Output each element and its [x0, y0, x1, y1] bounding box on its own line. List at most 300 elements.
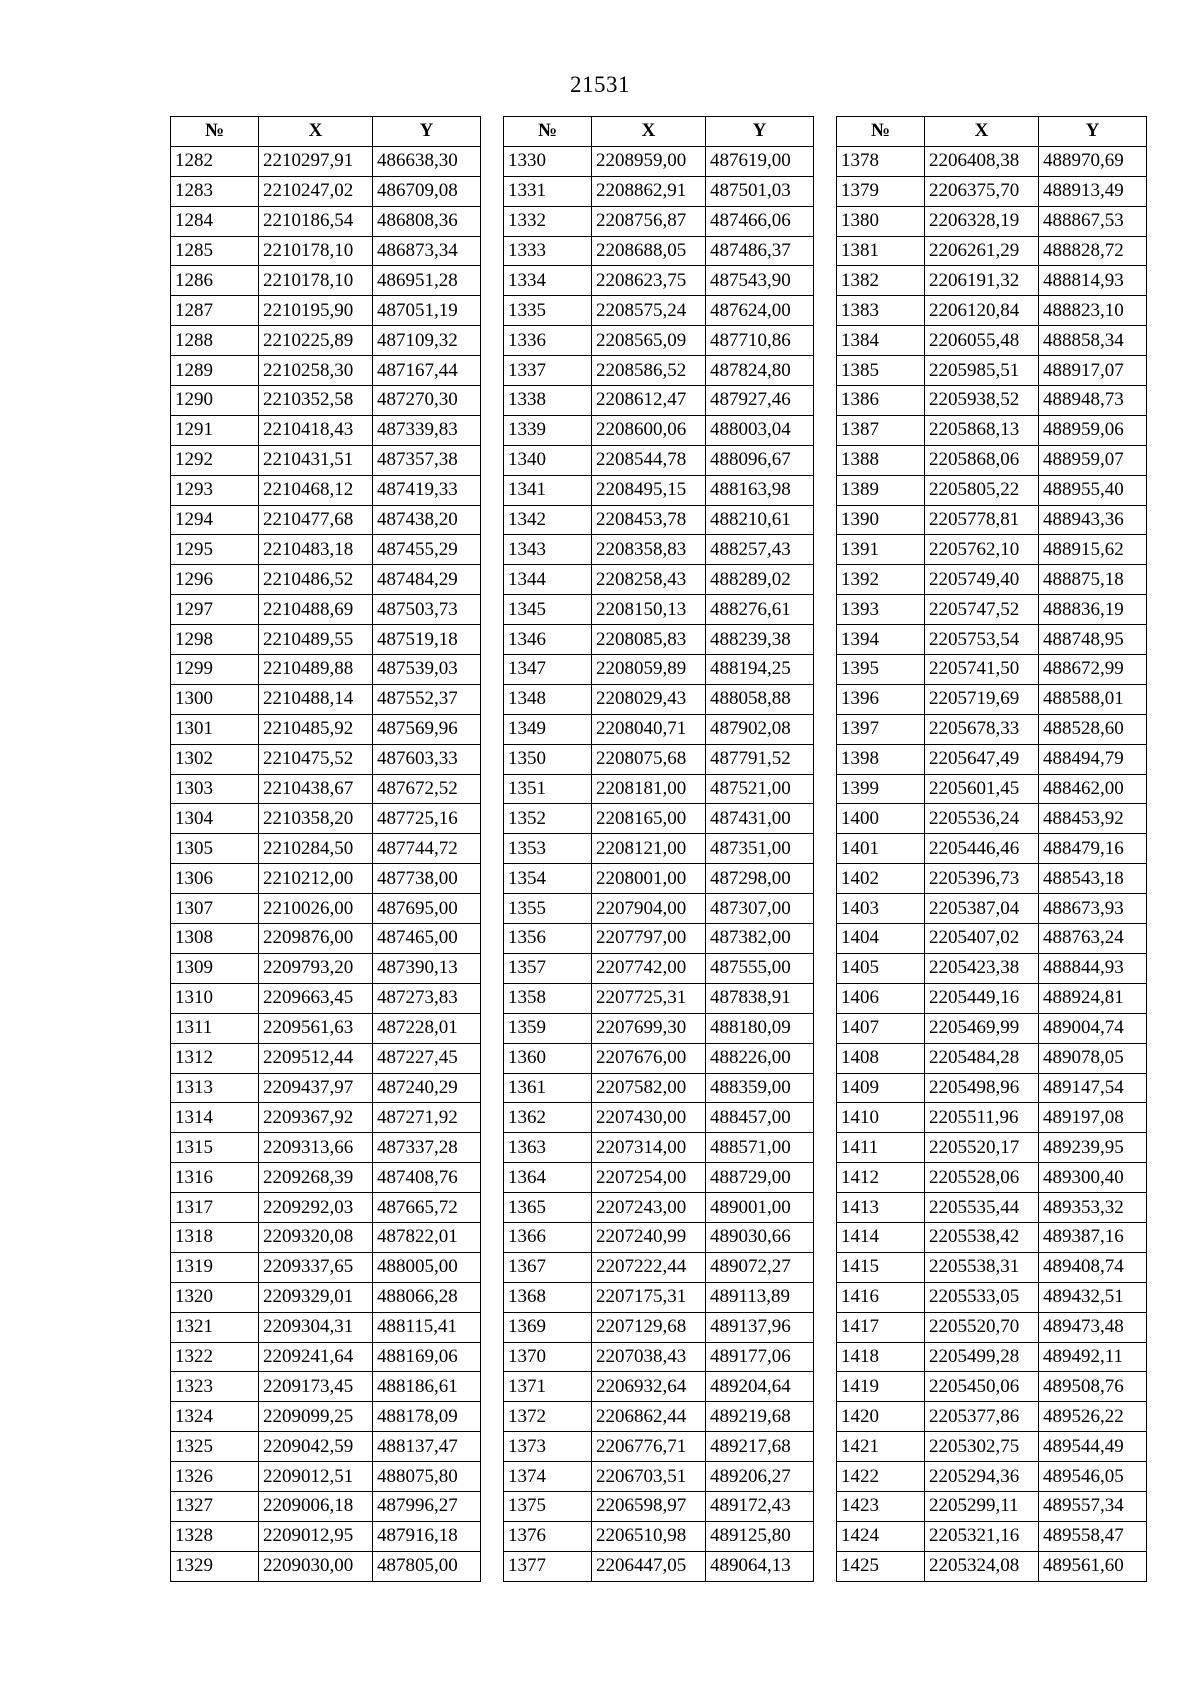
x-coordinate-cell: 2209030,00	[259, 1551, 373, 1581]
point-number-cell: 1331	[504, 176, 592, 206]
point-number-cell: 1358	[504, 983, 592, 1013]
x-coordinate-cell: 2209793,20	[259, 953, 373, 983]
y-coordinate-cell: 488913,49	[1039, 176, 1147, 206]
y-coordinate-cell: 489492,11	[1039, 1342, 1147, 1372]
x-coordinate-cell: 2207797,00	[592, 924, 706, 954]
point-number-cell: 1378	[837, 146, 925, 176]
table-row	[504, 953, 814, 983]
y-coordinate-cell: 488823,10	[1039, 296, 1147, 326]
y-coordinate-cell: 486638,30	[373, 146, 481, 176]
y-coordinate-cell: 487501,03	[706, 176, 814, 206]
table-row	[171, 445, 481, 475]
header-y: Y	[706, 117, 814, 147]
point-number-cell: 1334	[504, 266, 592, 296]
header-number: №	[837, 117, 925, 147]
point-number-cell: 1329	[171, 1551, 259, 1581]
y-coordinate-cell: 487273,83	[373, 983, 481, 1013]
table-row	[837, 475, 1147, 505]
x-coordinate-cell: 2205985,51	[925, 356, 1039, 386]
x-coordinate-cell: 2205511,96	[925, 1103, 1039, 1133]
x-coordinate-cell: 2207582,00	[592, 1073, 706, 1103]
point-number-cell: 1384	[837, 326, 925, 356]
x-coordinate-cell: 2205294,36	[925, 1462, 1039, 1492]
x-coordinate-cell: 2210488,69	[259, 595, 373, 625]
y-coordinate-cell: 487552,37	[373, 684, 481, 714]
y-coordinate-cell: 488005,00	[373, 1252, 481, 1282]
point-number-cell: 1374	[504, 1462, 592, 1492]
table-row	[837, 1133, 1147, 1163]
x-coordinate-cell: 2205647,49	[925, 744, 1039, 774]
table-row	[171, 1282, 481, 1312]
x-coordinate-cell: 2209099,25	[259, 1402, 373, 1432]
point-number-cell: 1369	[504, 1312, 592, 1342]
x-coordinate-cell: 2209042,59	[259, 1432, 373, 1462]
point-number-cell: 1376	[504, 1521, 592, 1551]
y-coordinate-cell: 488959,07	[1039, 445, 1147, 475]
y-coordinate-cell: 487408,76	[373, 1163, 481, 1193]
x-coordinate-cell: 2209006,18	[259, 1491, 373, 1521]
y-coordinate-cell: 488194,25	[706, 655, 814, 685]
table-row	[837, 415, 1147, 445]
y-coordinate-cell: 487603,33	[373, 744, 481, 774]
table-row	[837, 983, 1147, 1013]
table-row	[171, 565, 481, 595]
table-row	[504, 983, 814, 1013]
table-row	[837, 445, 1147, 475]
x-coordinate-cell: 2205749,40	[925, 565, 1039, 595]
x-coordinate-cell: 2205324,08	[925, 1551, 1039, 1581]
table-row	[504, 1372, 814, 1402]
point-number-cell: 1425	[837, 1551, 925, 1581]
x-coordinate-cell: 2208075,68	[592, 744, 706, 774]
point-number-cell: 1315	[171, 1133, 259, 1163]
x-coordinate-cell: 2207254,00	[592, 1163, 706, 1193]
x-coordinate-cell: 2209173,45	[259, 1372, 373, 1402]
table-row	[171, 475, 481, 505]
header-y: Y	[373, 117, 481, 147]
x-coordinate-cell: 2206055,48	[925, 326, 1039, 356]
point-number-cell: 1319	[171, 1252, 259, 1282]
table-row	[837, 1372, 1147, 1402]
point-number-cell: 1293	[171, 475, 259, 505]
y-coordinate-cell: 487484,29	[373, 565, 481, 595]
table-header-row	[171, 117, 481, 147]
point-number-cell: 1365	[504, 1193, 592, 1223]
x-coordinate-cell: 2209876,00	[259, 924, 373, 954]
table-row	[504, 1432, 814, 1462]
table-row	[837, 1312, 1147, 1342]
y-coordinate-cell: 487382,00	[706, 924, 814, 954]
table-row	[171, 1193, 481, 1223]
y-coordinate-cell: 488239,38	[706, 625, 814, 655]
y-coordinate-cell: 488924,81	[1039, 983, 1147, 1013]
x-coordinate-cell: 2209512,44	[259, 1043, 373, 1073]
y-coordinate-cell: 486808,36	[373, 206, 481, 236]
y-coordinate-cell: 489508,76	[1039, 1372, 1147, 1402]
table-header-row	[504, 117, 814, 147]
point-number-cell: 1332	[504, 206, 592, 236]
x-coordinate-cell: 2208150,13	[592, 595, 706, 625]
x-coordinate-cell: 2208600,06	[592, 415, 706, 445]
point-number-cell: 1302	[171, 744, 259, 774]
y-coordinate-cell: 488457,00	[706, 1103, 814, 1133]
x-coordinate-cell: 2205302,75	[925, 1432, 1039, 1462]
x-coordinate-cell: 2205407,02	[925, 924, 1039, 954]
table-row	[171, 1432, 481, 1462]
point-number-cell: 1316	[171, 1163, 259, 1193]
table-row	[504, 326, 814, 356]
y-coordinate-cell: 488814,93	[1039, 266, 1147, 296]
table-row	[171, 1133, 481, 1163]
table-row	[504, 1103, 814, 1133]
point-number-cell: 1416	[837, 1282, 925, 1312]
x-coordinate-cell: 2209292,03	[259, 1193, 373, 1223]
x-coordinate-cell: 2208959,00	[592, 146, 706, 176]
x-coordinate-cell: 2210225,89	[259, 326, 373, 356]
x-coordinate-cell: 2206261,29	[925, 236, 1039, 266]
point-number-cell: 1288	[171, 326, 259, 356]
table-row	[171, 1252, 481, 1282]
y-coordinate-cell: 488257,43	[706, 535, 814, 565]
y-coordinate-cell: 488836,19	[1039, 595, 1147, 625]
table-row	[504, 236, 814, 266]
x-coordinate-cell: 2205499,28	[925, 1342, 1039, 1372]
x-coordinate-cell: 2207222,44	[592, 1252, 706, 1282]
table-row	[171, 983, 481, 1013]
x-coordinate-cell: 2208059,89	[592, 655, 706, 685]
y-coordinate-cell: 487791,52	[706, 744, 814, 774]
table-row	[504, 565, 814, 595]
table-row	[171, 1222, 481, 1252]
table-row	[171, 894, 481, 924]
point-number-cell: 1411	[837, 1133, 925, 1163]
point-number-cell: 1377	[504, 1551, 592, 1581]
y-coordinate-cell: 489177,06	[706, 1342, 814, 1372]
x-coordinate-cell: 2209012,51	[259, 1462, 373, 1492]
table-row	[837, 1402, 1147, 1432]
table-row	[504, 924, 814, 954]
table-row	[837, 1163, 1147, 1193]
x-coordinate-cell: 2208358,83	[592, 535, 706, 565]
x-coordinate-cell: 2205469,99	[925, 1013, 1039, 1043]
y-coordinate-cell: 487337,28	[373, 1133, 481, 1163]
table-row	[837, 774, 1147, 804]
y-coordinate-cell: 489064,13	[706, 1551, 814, 1581]
table-row	[504, 1222, 814, 1252]
point-number-cell: 1397	[837, 714, 925, 744]
table-row	[504, 864, 814, 894]
x-coordinate-cell: 2206703,51	[592, 1462, 706, 1492]
y-coordinate-cell: 488917,07	[1039, 356, 1147, 386]
table-row	[171, 1551, 481, 1581]
x-coordinate-cell: 2208623,75	[592, 266, 706, 296]
y-coordinate-cell: 489300,40	[1039, 1163, 1147, 1193]
y-coordinate-cell: 489125,80	[706, 1521, 814, 1551]
x-coordinate-cell: 2205601,45	[925, 774, 1039, 804]
x-coordinate-cell: 2208565,09	[592, 326, 706, 356]
table-row	[171, 535, 481, 565]
point-number-cell: 1345	[504, 595, 592, 625]
point-number-cell: 1420	[837, 1402, 925, 1432]
table-row	[504, 1282, 814, 1312]
table-row	[504, 1133, 814, 1163]
table-row	[504, 595, 814, 625]
y-coordinate-cell: 488875,18	[1039, 565, 1147, 595]
point-number-cell: 1313	[171, 1073, 259, 1103]
point-number-cell: 1311	[171, 1013, 259, 1043]
y-coordinate-cell: 488673,93	[1039, 894, 1147, 924]
table-row	[171, 415, 481, 445]
table-row	[171, 505, 481, 535]
x-coordinate-cell: 2208575,24	[592, 296, 706, 326]
y-coordinate-cell: 488359,00	[706, 1073, 814, 1103]
x-coordinate-cell: 2207038,43	[592, 1342, 706, 1372]
table-row	[837, 206, 1147, 236]
table-row	[171, 953, 481, 983]
header-number: №	[504, 117, 592, 147]
table-row	[504, 804, 814, 834]
x-coordinate-cell: 2206191,32	[925, 266, 1039, 296]
point-number-cell: 1389	[837, 475, 925, 505]
x-coordinate-cell: 2205868,06	[925, 445, 1039, 475]
point-number-cell: 1324	[171, 1402, 259, 1432]
x-coordinate-cell: 2210178,10	[259, 236, 373, 266]
x-coordinate-cell: 2210358,20	[259, 804, 373, 834]
y-coordinate-cell: 489219,68	[706, 1402, 814, 1432]
table-row	[504, 1013, 814, 1043]
y-coordinate-cell: 487298,00	[706, 864, 814, 894]
header-x: X	[259, 117, 373, 147]
y-coordinate-cell: 489113,89	[706, 1282, 814, 1312]
x-coordinate-cell: 2210489,88	[259, 655, 373, 685]
point-number-cell: 1328	[171, 1521, 259, 1551]
point-number-cell: 1320	[171, 1282, 259, 1312]
point-number-cell: 1308	[171, 924, 259, 954]
point-number-cell: 1380	[837, 206, 925, 236]
x-coordinate-cell: 2210488,14	[259, 684, 373, 714]
table-row	[171, 1402, 481, 1432]
y-coordinate-cell: 489408,74	[1039, 1252, 1147, 1282]
y-coordinate-cell: 489473,48	[1039, 1312, 1147, 1342]
table-row	[171, 714, 481, 744]
x-coordinate-cell: 2209337,65	[259, 1252, 373, 1282]
x-coordinate-cell: 2210258,30	[259, 356, 373, 386]
y-coordinate-cell: 487738,00	[373, 864, 481, 894]
y-coordinate-cell: 489558,47	[1039, 1521, 1147, 1551]
y-coordinate-cell: 487357,38	[373, 445, 481, 475]
table-row	[837, 804, 1147, 834]
table-row	[171, 1312, 481, 1342]
x-coordinate-cell: 2205538,42	[925, 1222, 1039, 1252]
table-row	[837, 1193, 1147, 1223]
point-number-cell: 1291	[171, 415, 259, 445]
y-coordinate-cell: 487486,37	[706, 236, 814, 266]
point-number-cell: 1353	[504, 834, 592, 864]
point-number-cell: 1368	[504, 1282, 592, 1312]
table-row	[171, 1013, 481, 1043]
point-number-cell: 1307	[171, 894, 259, 924]
x-coordinate-cell: 2210431,51	[259, 445, 373, 475]
table-row	[504, 296, 814, 326]
y-coordinate-cell: 488186,61	[373, 1372, 481, 1402]
y-coordinate-cell: 487390,13	[373, 953, 481, 983]
point-number-cell: 1305	[171, 834, 259, 864]
y-coordinate-cell: 487624,00	[706, 296, 814, 326]
table-row	[504, 1521, 814, 1551]
x-coordinate-cell: 2207314,00	[592, 1133, 706, 1163]
table-row	[171, 296, 481, 326]
table-row	[171, 744, 481, 774]
point-number-cell: 1327	[171, 1491, 259, 1521]
x-coordinate-cell: 2205446,46	[925, 834, 1039, 864]
x-coordinate-cell: 2205741,50	[925, 655, 1039, 685]
x-coordinate-cell: 2210297,91	[259, 146, 373, 176]
point-number-cell: 1408	[837, 1043, 925, 1073]
x-coordinate-cell: 2208121,00	[592, 834, 706, 864]
point-number-cell: 1310	[171, 983, 259, 1013]
y-coordinate-cell: 487465,00	[373, 924, 481, 954]
y-coordinate-cell: 488672,99	[1039, 655, 1147, 685]
y-coordinate-cell: 487539,03	[373, 655, 481, 685]
x-coordinate-cell: 2208181,00	[592, 774, 706, 804]
x-coordinate-cell: 2207243,00	[592, 1193, 706, 1223]
x-coordinate-cell: 2207904,00	[592, 894, 706, 924]
y-coordinate-cell: 487503,73	[373, 595, 481, 625]
table-row	[504, 266, 814, 296]
table-row	[504, 1402, 814, 1432]
table-row	[837, 236, 1147, 266]
point-number-cell: 1300	[171, 684, 259, 714]
point-number-cell: 1394	[837, 625, 925, 655]
table-row	[837, 714, 1147, 744]
x-coordinate-cell: 2205533,05	[925, 1282, 1039, 1312]
x-coordinate-cell: 2206328,19	[925, 206, 1039, 236]
y-coordinate-cell: 489239,95	[1039, 1133, 1147, 1163]
y-coordinate-cell: 488970,69	[1039, 146, 1147, 176]
point-number-cell: 1292	[171, 445, 259, 475]
y-coordinate-cell: 487927,46	[706, 386, 814, 416]
table-row	[837, 1222, 1147, 1252]
x-coordinate-cell: 2209241,64	[259, 1342, 373, 1372]
table-row	[504, 415, 814, 445]
table-row	[837, 894, 1147, 924]
y-coordinate-cell: 487916,18	[373, 1521, 481, 1551]
point-number-cell: 1422	[837, 1462, 925, 1492]
y-coordinate-cell: 487466,06	[706, 206, 814, 236]
point-number-cell: 1400	[837, 804, 925, 834]
point-number-cell: 1405	[837, 953, 925, 983]
table-row	[171, 176, 481, 206]
x-coordinate-cell: 2207175,31	[592, 1282, 706, 1312]
x-coordinate-cell: 2206375,70	[925, 176, 1039, 206]
table-row	[837, 1462, 1147, 1492]
table-row	[837, 1013, 1147, 1043]
x-coordinate-cell: 2206120,84	[925, 296, 1039, 326]
x-coordinate-cell: 2208586,52	[592, 356, 706, 386]
x-coordinate-cell: 2205377,86	[925, 1402, 1039, 1432]
point-number-cell: 1375	[504, 1491, 592, 1521]
table-row	[504, 1163, 814, 1193]
point-number-cell: 1402	[837, 864, 925, 894]
y-coordinate-cell: 489387,16	[1039, 1222, 1147, 1252]
y-coordinate-cell: 488137,47	[373, 1432, 481, 1462]
x-coordinate-cell: 2208688,05	[592, 236, 706, 266]
point-number-cell: 1306	[171, 864, 259, 894]
table-row	[837, 744, 1147, 774]
point-number-cell: 1335	[504, 296, 592, 326]
x-coordinate-cell: 2208258,43	[592, 565, 706, 595]
table-row	[837, 176, 1147, 206]
point-number-cell: 1347	[504, 655, 592, 685]
table-row	[504, 1073, 814, 1103]
point-number-cell: 1413	[837, 1193, 925, 1223]
table-row	[504, 1043, 814, 1073]
x-coordinate-cell: 2205753,54	[925, 625, 1039, 655]
y-coordinate-cell: 489204,64	[706, 1372, 814, 1402]
y-coordinate-cell: 487805,00	[373, 1551, 481, 1581]
table-row	[171, 595, 481, 625]
table-row	[171, 1521, 481, 1551]
table-row	[504, 894, 814, 924]
x-coordinate-cell: 2205747,52	[925, 595, 1039, 625]
x-coordinate-cell: 2209437,97	[259, 1073, 373, 1103]
table-row	[171, 326, 481, 356]
x-coordinate-cell: 2206776,71	[592, 1432, 706, 1462]
x-coordinate-cell: 2205321,16	[925, 1521, 1039, 1551]
x-coordinate-cell: 2209268,39	[259, 1163, 373, 1193]
x-coordinate-cell: 2210486,52	[259, 565, 373, 595]
x-coordinate-cell: 2210212,00	[259, 864, 373, 894]
x-coordinate-cell: 2207676,00	[592, 1043, 706, 1073]
point-number-cell: 1360	[504, 1043, 592, 1073]
table-row	[837, 1551, 1147, 1581]
y-coordinate-cell: 489432,51	[1039, 1282, 1147, 1312]
y-coordinate-cell: 488867,53	[1039, 206, 1147, 236]
table-row	[837, 146, 1147, 176]
table-row	[837, 1282, 1147, 1312]
table-row	[504, 1252, 814, 1282]
point-number-cell: 1421	[837, 1432, 925, 1462]
x-coordinate-cell: 2205396,73	[925, 864, 1039, 894]
x-coordinate-cell: 2205423,38	[925, 953, 1039, 983]
point-number-cell: 1285	[171, 236, 259, 266]
table-header-row	[837, 117, 1147, 147]
y-coordinate-cell: 487271,92	[373, 1103, 481, 1133]
point-number-cell: 1373	[504, 1432, 592, 1462]
y-coordinate-cell: 488289,02	[706, 565, 814, 595]
table-row	[504, 1551, 814, 1581]
point-number-cell: 1398	[837, 744, 925, 774]
table-row	[171, 356, 481, 386]
x-coordinate-cell: 2210247,02	[259, 176, 373, 206]
x-coordinate-cell: 2205938,52	[925, 386, 1039, 416]
point-number-cell: 1294	[171, 505, 259, 535]
point-number-cell: 1337	[504, 356, 592, 386]
y-coordinate-cell: 487419,33	[373, 475, 481, 505]
point-number-cell: 1341	[504, 475, 592, 505]
point-number-cell: 1286	[171, 266, 259, 296]
point-number-cell: 1289	[171, 356, 259, 386]
y-coordinate-cell: 488453,92	[1039, 804, 1147, 834]
point-number-cell: 1395	[837, 655, 925, 685]
x-coordinate-cell: 2208040,71	[592, 714, 706, 744]
x-coordinate-cell: 2205868,13	[925, 415, 1039, 445]
point-number-cell: 1303	[171, 774, 259, 804]
y-coordinate-cell: 487710,86	[706, 326, 814, 356]
x-coordinate-cell: 2205498,96	[925, 1073, 1039, 1103]
table-row	[171, 236, 481, 266]
point-number-cell: 1391	[837, 535, 925, 565]
